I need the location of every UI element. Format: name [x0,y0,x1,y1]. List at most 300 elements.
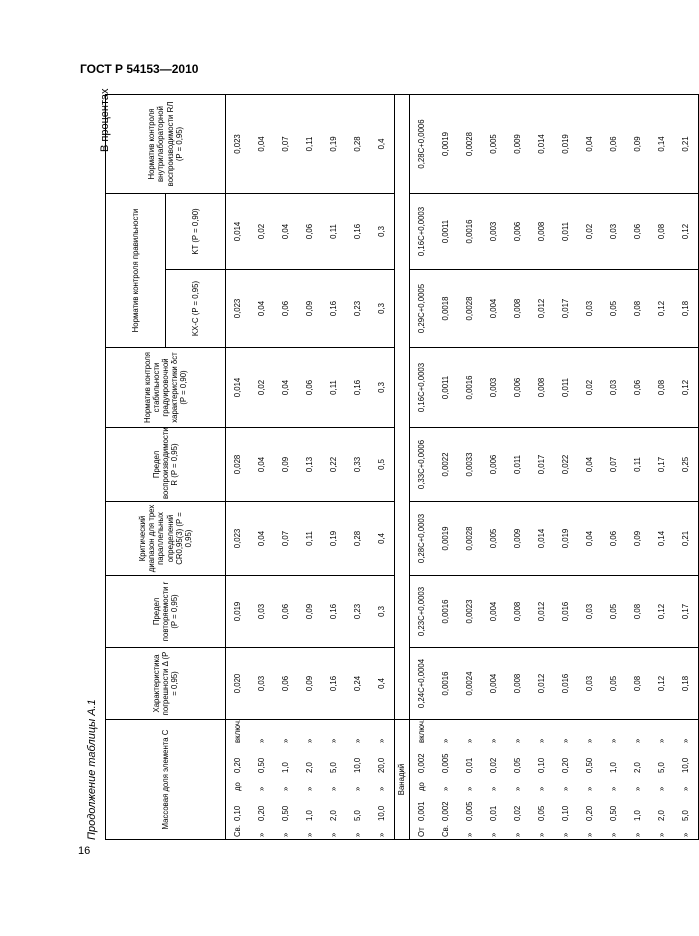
range-cell [298,720,322,840]
range-part: 0,20 [561,757,571,773]
header-accuracy-group: Норматив контроля правильности [106,194,166,348]
range-part: » [305,738,315,743]
range-part: » [561,738,571,743]
value-cell: 0,023 [226,270,251,348]
range-part: » [657,832,667,837]
range-part: » [537,786,547,791]
value-cell: 0,3 [370,270,395,348]
value-cell: 0,29С+0,0005 [410,270,435,348]
range-cell [434,720,458,840]
range-part: 10,0 [681,757,691,773]
value-cell: 0,04 [250,270,274,348]
value-cell: 0,03 [578,576,602,648]
value-cell: 0,17 [650,428,674,502]
value-cell: 0,09 [298,576,322,648]
section-row [395,95,410,840]
value-cell: 0,06 [274,270,298,348]
value-cell: 0,33 [346,428,370,502]
table-row [650,95,674,840]
header-intralab: Норматив контроля внутрилабораторной воспроизводимости RЛ (P = 0,95) [106,95,226,194]
value-cell: 0,04 [578,428,602,502]
value-cell: 0,14 [650,95,674,194]
value-cell: 0,02 [578,348,602,428]
range-part: » [465,832,475,837]
value-cell: 0,12 [674,348,699,428]
range-part: 2,0 [305,762,315,773]
range-part: 0,005 [441,753,451,773]
value-cell: 0,023 [226,95,251,194]
range-part: 1,0 [305,810,315,821]
value-cell: 0,008 [506,648,530,720]
range-part: » [377,738,387,743]
value-cell: 0,05 [602,648,626,720]
range-part: » [513,832,523,837]
range-part: » [561,786,571,791]
value-cell: 0,0022 [434,428,458,502]
value-cell: 0,017 [554,270,578,348]
header-error: Характеристика погрешности Δ (P = 0,95) [106,648,226,720]
value-cell: 0,011 [506,428,530,502]
range-part: » [441,786,451,791]
range-part: » [305,832,315,837]
value-cell: 0,011 [554,194,578,270]
range-part: 20,0 [377,757,387,773]
table-row [274,95,298,840]
value-cell: 0,28 [346,502,370,576]
value-cell: 0,008 [530,348,554,428]
header-repeatability: Предел повторяемости r (P = 0,95) [106,576,226,648]
range-part: » [537,832,547,837]
value-cell: 0,008 [530,194,554,270]
value-cell: 0,005 [482,95,506,194]
value-cell: 0,05 [602,576,626,648]
value-cell: 0,0028 [458,502,482,576]
value-cell: 0,004 [482,576,506,648]
value-cell: 0,07 [602,428,626,502]
range-part: включ. [417,718,427,743]
value-cell: 0,09 [274,428,298,502]
value-cell: 0,09 [298,270,322,348]
range-cell [410,720,435,840]
range-part: 0,02 [513,805,523,821]
range-part: 5,0 [681,810,691,821]
range-part: 5,0 [353,810,363,821]
value-cell: 0,12 [650,648,674,720]
range-cell [226,720,251,840]
range-part: » [633,832,643,837]
value-cell: 0,0024 [458,648,482,720]
value-cell: 0,06 [274,648,298,720]
range-part: » [657,738,667,743]
range-cell [458,720,482,840]
value-cell: 0,0011 [434,348,458,428]
table-row [674,95,699,840]
range-part: Св. [441,825,451,837]
value-cell: 0,0016 [434,576,458,648]
range-part: » [489,786,499,791]
range-part: » [489,832,499,837]
value-cell: 0,4 [370,502,395,576]
value-cell: 0,16 [322,270,346,348]
value-cell: 0,19 [322,95,346,194]
value-cell: 0,06 [602,95,626,194]
range-part: » [465,786,475,791]
range-part: » [513,738,523,743]
header-kxc: KX-C (P = 0,95) [166,270,226,348]
range-part: 0,10 [233,805,243,821]
range-part: 0,01 [465,757,475,773]
value-cell: 0,08 [626,270,650,348]
range-part: » [329,738,339,743]
value-cell: 0,17 [674,576,699,648]
page-number: 16 [78,845,91,857]
range-part: 1,0 [609,762,619,773]
value-cell: 0,04 [578,502,602,576]
value-cell: 0,019 [226,576,251,648]
value-cell: 0,028 [226,428,251,502]
value-cell: 0,008 [506,576,530,648]
value-cell: 0,24 [346,648,370,720]
range-cell [322,720,346,840]
value-cell: 0,3 [370,348,395,428]
value-cell: 0,0019 [434,502,458,576]
range-part: 0,50 [281,805,291,821]
value-cell: 0,03 [602,348,626,428]
value-cell: 0,06 [298,348,322,428]
value-cell: 0,03 [602,194,626,270]
range-part: 5,0 [329,762,339,773]
table-row [250,95,274,840]
range-part: 0,002 [417,753,427,773]
value-cell: 0,0028 [458,270,482,348]
units-caption: В процентах [99,88,111,152]
range-part: » [465,738,475,743]
value-cell: 0,0018 [434,270,458,348]
value-cell: 0,022 [554,428,578,502]
value-cell: 0,09 [626,95,650,194]
table-row [458,95,482,840]
range-part: » [377,832,387,837]
table-row [370,95,395,840]
range-cell [650,720,674,840]
range-part: 2,0 [657,810,667,821]
value-cell: 0,011 [554,348,578,428]
value-cell: 0,06 [626,348,650,428]
value-cell: 0,023 [226,502,251,576]
range-part: 1,0 [281,762,291,773]
value-cell: 0,008 [506,270,530,348]
value-cell: 0,4 [370,648,395,720]
value-cell: 0,16 [322,576,346,648]
table-row [626,95,650,840]
range-cell [274,720,298,840]
value-cell: 0,006 [506,348,530,428]
value-cell: 0,012 [530,270,554,348]
value-cell: 0,04 [250,502,274,576]
table-row [554,95,578,840]
value-cell: 0,23С+0,0003 [410,576,435,648]
value-cell: 0,005 [482,502,506,576]
table-row [322,95,346,840]
range-part: » [281,738,291,743]
value-cell: 0,004 [482,648,506,720]
range-part: Св. [233,825,243,837]
value-cell: 0,017 [530,428,554,502]
value-cell: 0,08 [626,576,650,648]
range-part: 0,02 [489,757,499,773]
range-part: » [329,832,339,837]
table-body [226,95,699,840]
value-cell: 0,06 [274,576,298,648]
value-cell: 0,016 [554,648,578,720]
range-part: 0,05 [513,757,523,773]
range-part: » [585,738,595,743]
range-part: 10,0 [377,805,387,821]
table-header [106,95,226,840]
value-cell: 0,16С+0,0003 [410,348,435,428]
value-cell: 0,06 [602,502,626,576]
value-cell: 0,12 [650,576,674,648]
range-cell [250,720,274,840]
range-cell [626,720,650,840]
value-cell: 0,4 [370,95,395,194]
value-cell: 0,12 [650,270,674,348]
value-cell: 0,22 [322,428,346,502]
range-cell [370,720,395,840]
value-cell: 0,009 [506,502,530,576]
table-row [346,95,370,840]
value-cell: 0,020 [226,648,251,720]
range-cell [602,720,626,840]
value-cell: 0,12 [674,194,699,270]
range-part: » [537,738,547,743]
value-cell: 0,006 [482,428,506,502]
value-cell: 0,14 [650,502,674,576]
range-part: » [585,832,595,837]
data-table [105,94,699,840]
range-part: 5,0 [657,762,667,773]
range-part: 0,10 [537,757,547,773]
value-cell: 0,02 [250,194,274,270]
value-cell: 0,3 [370,576,395,648]
value-cell: 0,003 [482,348,506,428]
value-cell: 0,11 [322,348,346,428]
range-part: » [281,786,291,791]
table-frame [105,95,691,840]
rotated-table-container [105,95,691,840]
table-row [482,95,506,840]
range-part: » [257,786,267,791]
range-part: » [585,786,595,791]
value-cell: 0,07 [274,502,298,576]
value-cell: 0,0016 [458,348,482,428]
value-cell: 0,33С+0,0006 [410,428,435,502]
range-cell [506,720,530,840]
header-critical-range: Критический диапазон для трех параллельных определений CR0,95(3) (P = 0,95) [106,502,226,576]
value-cell: 0,08 [650,348,674,428]
range-part: » [353,786,363,791]
range-part: до [417,782,427,791]
value-cell: 0,04 [274,348,298,428]
value-cell: 0,0016 [434,648,458,720]
range-cell [554,720,578,840]
value-cell: 0,16 [346,194,370,270]
range-part: » [441,738,451,743]
value-cell: 0,16 [322,648,346,720]
range-part: » [329,786,339,791]
value-cell: 0,23 [346,270,370,348]
table-row [226,95,251,840]
value-cell: 0,28С+0,0003 [410,502,435,576]
value-cell: 0,09 [298,648,322,720]
range-cell [482,720,506,840]
value-cell: 0,0011 [434,194,458,270]
value-cell: 0,11 [322,194,346,270]
range-part: 0,20 [585,805,595,821]
range-part: 0,002 [441,801,451,821]
header-reproducibility: Предел воспроизводимости R (P = 0,95) [106,428,226,502]
value-cell: 0,21 [674,95,699,194]
value-cell: 0,11 [298,95,322,194]
range-part: 10,0 [353,757,363,773]
range-part: включ. [233,718,243,743]
range-part: » [609,786,619,791]
range-part: » [681,786,691,791]
range-part: » [353,738,363,743]
range-part: » [633,786,643,791]
value-cell: 0,012 [530,576,554,648]
range-part: » [657,786,667,791]
value-cell: 0,23 [346,576,370,648]
range-part: » [281,832,291,837]
table-row [530,95,554,840]
header-mass-fraction: Массовая доля элемента С [106,720,226,840]
section-filler [395,95,410,720]
value-cell: 0,014 [226,194,251,270]
value-cell: 0,28С+0,0006 [410,95,435,194]
value-cell: 0,5 [370,428,395,502]
value-cell: 0,02 [578,194,602,270]
value-cell: 0,019 [554,502,578,576]
range-part: 0,001 [417,801,427,821]
range-part: 0,05 [537,805,547,821]
range-part: » [609,832,619,837]
range-part: » [561,832,571,837]
range-cell [674,720,699,840]
range-part: » [489,738,499,743]
value-cell: 0,16С+0,0003 [410,194,435,270]
range-part: 2,0 [633,762,643,773]
value-cell: 0,009 [506,95,530,194]
value-cell: 0,28 [346,95,370,194]
range-cell [530,720,554,840]
value-cell: 0,012 [530,648,554,720]
value-cell: 0,05 [602,270,626,348]
value-cell: 0,03 [578,270,602,348]
value-cell: 0,0033 [458,428,482,502]
value-cell: 0,18 [674,270,699,348]
value-cell: 0,004 [482,270,506,348]
value-cell: 0,0019 [434,95,458,194]
value-cell: 0,07 [274,95,298,194]
value-cell: 0,19 [322,502,346,576]
value-cell: 0,08 [650,194,674,270]
value-cell: 0,04 [250,428,274,502]
value-cell: 0,25 [674,428,699,502]
table-row [578,95,602,840]
range-part: 0,50 [585,757,595,773]
table-row [410,95,435,840]
range-cell [346,720,370,840]
value-cell: 0,003 [482,194,506,270]
range-part: » [681,832,691,837]
value-cell: 0,006 [506,194,530,270]
table-row [434,95,458,840]
value-cell: 0,014 [530,95,554,194]
value-cell: 0,09 [626,502,650,576]
value-cell: 0,08 [626,648,650,720]
range-part: » [513,786,523,791]
value-cell: 0,16 [346,348,370,428]
value-cell: 0,18 [674,648,699,720]
table-row [602,95,626,840]
range-part: » [377,786,387,791]
value-cell: 0,24С+0,0004 [410,648,435,720]
range-part: » [353,832,363,837]
value-cell: 0,03 [250,576,274,648]
value-cell: 0,016 [554,576,578,648]
range-cell [578,720,602,840]
value-cell: 0,11 [626,428,650,502]
document-header: ГОСТ Р 54153—2010 [80,62,199,76]
table-row [506,95,530,840]
header-kt: KT (P = 0,90) [166,194,226,270]
range-part: 1,0 [633,810,643,821]
value-cell: 0,21 [674,502,699,576]
value-cell: 0,03 [250,648,274,720]
range-part: 0,20 [257,805,267,821]
table-caption: Продолжение таблицы А.1 [86,699,98,840]
range-part: » [633,738,643,743]
value-cell: 0,3 [370,194,395,270]
range-part: до [233,782,243,791]
value-cell: 0,06 [298,194,322,270]
value-cell: 0,014 [530,502,554,576]
range-part: От [417,827,427,837]
value-cell: 0,014 [226,348,251,428]
header-stability: Норматив контроля стабильности градуировочной характеристики δст (P = 0,90) [106,348,226,428]
range-part: 0,01 [489,805,499,821]
value-cell: 0,13 [298,428,322,502]
range-part: 0,20 [233,757,243,773]
range-part: » [305,786,315,791]
value-cell: 0,04 [250,95,274,194]
section-title: Ванадий [395,720,410,840]
range-part: » [257,738,267,743]
value-cell: 0,0016 [458,194,482,270]
value-cell: 0,0028 [458,95,482,194]
range-part: » [609,738,619,743]
table-row [298,95,322,840]
value-cell: 0,04 [578,95,602,194]
range-part: 0,10 [561,805,571,821]
value-cell: 0,03 [578,648,602,720]
range-part: 0,50 [609,805,619,821]
range-part: » [257,832,267,837]
range-part: 0,005 [465,801,475,821]
range-part: » [681,738,691,743]
range-part: 2,0 [329,810,339,821]
